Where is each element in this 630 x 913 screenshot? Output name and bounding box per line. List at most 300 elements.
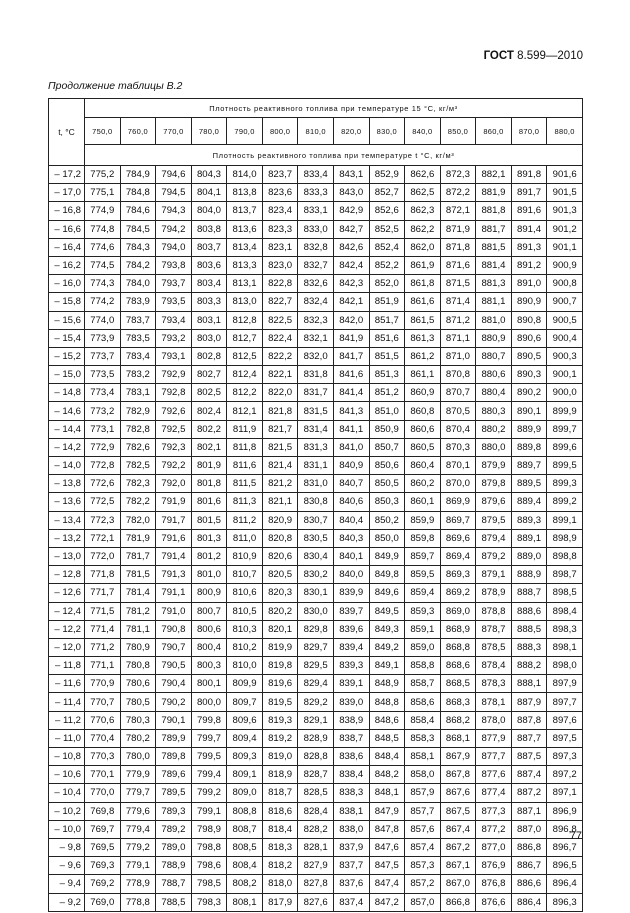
density-value-cell: 810,9 [227, 547, 263, 565]
table-row [49, 202, 583, 220]
density-value-cell: 838,7 [333, 729, 369, 747]
density-value-cell: 869,9 [440, 493, 476, 511]
density-value-cell: 876,9 [476, 857, 512, 875]
density-value-cell: 813,3 [227, 256, 263, 274]
table-row [49, 620, 583, 638]
density-value-cell: 870,3 [440, 438, 476, 456]
table-row [49, 166, 583, 184]
density-value-cell: 812,7 [227, 329, 263, 347]
temperature-cell: – 10,2 [49, 802, 85, 820]
density-value-cell: 799,8 [191, 711, 227, 729]
temperature-cell: – 10,0 [49, 820, 85, 838]
density-value-cell: 850,3 [369, 493, 405, 511]
density-value-cell: 878,0 [476, 711, 512, 729]
density-value-cell: 784,2 [120, 256, 156, 274]
density-value-cell: 832,8 [298, 238, 334, 256]
density-value-cell: 900,3 [547, 347, 583, 365]
table-row [49, 529, 583, 547]
density-value-cell: 842,4 [333, 256, 369, 274]
density-value-cell: 780,6 [120, 675, 156, 693]
table-row [49, 784, 583, 802]
density-value-cell: 879,8 [476, 475, 512, 493]
density-value-cell: 781,2 [120, 602, 156, 620]
density-value-cell: 792,3 [156, 438, 192, 456]
density-value-cell: 788,9 [156, 857, 192, 875]
density-value-cell: 771,7 [85, 584, 121, 602]
temperature-cell: – 16,6 [49, 220, 85, 238]
density-value-cell: 784,0 [120, 275, 156, 293]
table-body [49, 166, 583, 912]
density-value-cell: 868,2 [440, 711, 476, 729]
density-value-cell: 897,9 [547, 675, 583, 693]
density-value-cell: 821,5 [262, 438, 298, 456]
density-value-cell: 896,9 [547, 802, 583, 820]
table-row [49, 766, 583, 784]
density-value-cell: 898,7 [547, 566, 583, 584]
density-value-cell: 851,6 [369, 329, 405, 347]
density-value-cell: 890,3 [511, 366, 547, 384]
density-value-cell: 812,5 [227, 347, 263, 365]
density-value-cell: 771,8 [85, 566, 121, 584]
density-value-cell: 837,6 [333, 875, 369, 893]
density-value-cell: 810,7 [227, 566, 263, 584]
density-value-cell: 899,3 [547, 475, 583, 493]
density-value-cell: 896,4 [547, 875, 583, 893]
density-value-cell: 843,0 [333, 184, 369, 202]
density-value-cell: 771,4 [85, 620, 121, 638]
density-value-cell: 821,8 [262, 402, 298, 420]
density-value-cell: 790,1 [156, 711, 192, 729]
density-value-cell: 837,9 [333, 838, 369, 856]
density-value-cell: 832,6 [298, 275, 334, 293]
density-value-cell: 841,7 [333, 347, 369, 365]
density-value-cell: 848,8 [369, 693, 405, 711]
density-value-cell: 881,0 [476, 311, 512, 329]
density-value-cell: 832,7 [298, 256, 334, 274]
density-value-cell: 809,7 [227, 693, 263, 711]
density-value-cell: 783,1 [120, 384, 156, 402]
density-value-cell: 779,6 [120, 802, 156, 820]
density-value-cell: 869,0 [440, 602, 476, 620]
density-value-cell: 877,6 [476, 766, 512, 784]
density-value-cell: 842,6 [333, 238, 369, 256]
density-value-cell: 838,1 [333, 802, 369, 820]
density-value-cell: 781,9 [120, 529, 156, 547]
density-value-cell: 847,9 [369, 802, 405, 820]
density-value-cell: 850,0 [369, 529, 405, 547]
table-row [49, 275, 583, 293]
density-value-cell: 803,0 [191, 329, 227, 347]
density-value-cell: 877,0 [476, 838, 512, 856]
density-value-cell: 803,6 [191, 256, 227, 274]
density-value-cell: 871,1 [440, 329, 476, 347]
density-value-cell: 868,6 [440, 657, 476, 675]
density-value-cell: 803,1 [191, 311, 227, 329]
table-row [49, 748, 583, 766]
density-value-cell: 822,4 [262, 329, 298, 347]
density-value-cell: 789,2 [156, 820, 192, 838]
density-value-cell: 821,7 [262, 420, 298, 438]
density-value-cell: 841,1 [333, 420, 369, 438]
density-value-cell: 839,7 [333, 602, 369, 620]
reference-density-cell: 800,0 [262, 118, 298, 145]
density-value-cell: 889,4 [511, 493, 547, 511]
density-value-cell: 867,1 [440, 857, 476, 875]
density-value-cell: 808,4 [227, 857, 263, 875]
density-value-cell: 867,8 [440, 766, 476, 784]
density-value-cell: 801,5 [191, 511, 227, 529]
density-value-cell: 879,6 [476, 493, 512, 511]
density-value-cell: 792,5 [156, 420, 192, 438]
density-value-cell: 808,8 [227, 802, 263, 820]
table-row [49, 602, 583, 620]
density-value-cell: 801,3 [191, 529, 227, 547]
density-value-cell: 891,7 [511, 184, 547, 202]
density-value-cell: 823,3 [262, 220, 298, 238]
temperature-cell: – 10,4 [49, 784, 85, 802]
density-value-cell: 819,2 [262, 729, 298, 747]
density-value-cell: 859,4 [405, 584, 441, 602]
density-value-cell: 774,0 [85, 311, 121, 329]
density-value-cell: 830,8 [298, 493, 334, 511]
density-value-cell: 792,0 [156, 475, 192, 493]
density-value-cell: 881,4 [476, 256, 512, 274]
density-value-cell: 775,2 [85, 166, 121, 184]
temperature-cell: – 9,8 [49, 838, 85, 856]
density-value-cell: 847,6 [369, 838, 405, 856]
density-value-cell: 899,6 [547, 438, 583, 456]
density-value-cell: 900,0 [547, 384, 583, 402]
table-row [49, 566, 583, 584]
density-value-cell: 823,0 [262, 256, 298, 274]
table-row [49, 475, 583, 493]
density-value-cell: 898,0 [547, 657, 583, 675]
reference-density-cell: 840,0 [405, 118, 441, 145]
density-value-cell: 782,5 [120, 457, 156, 475]
density-value-cell: 789,3 [156, 802, 192, 820]
density-value-cell: 887,8 [511, 711, 547, 729]
density-value-cell: 851,9 [369, 293, 405, 311]
density-value-cell: 793,2 [156, 329, 192, 347]
density-value-cell: 812,2 [227, 384, 263, 402]
density-value-cell: 820,5 [262, 566, 298, 584]
density-value-cell: 802,7 [191, 366, 227, 384]
density-value-cell: 784,5 [120, 220, 156, 238]
density-value-cell: 813,7 [227, 202, 263, 220]
density-value-cell: 830,5 [298, 529, 334, 547]
density-value-cell: 839,3 [333, 657, 369, 675]
density-value-cell: 870,0 [440, 475, 476, 493]
density-value-cell: 842,0 [333, 311, 369, 329]
density-value-cell: 780,5 [120, 693, 156, 711]
density-value-cell: 789,6 [156, 766, 192, 784]
table-row [49, 693, 583, 711]
density-value-cell: 867,2 [440, 838, 476, 856]
density-value-cell: 819,5 [262, 693, 298, 711]
density-value-cell: 850,7 [369, 438, 405, 456]
density-value-cell: 871,9 [440, 220, 476, 238]
density-value-cell: 901,5 [547, 184, 583, 202]
density-value-cell: 867,9 [440, 748, 476, 766]
density-value-cell: 818,0 [262, 875, 298, 893]
density-value-cell: 810,5 [227, 602, 263, 620]
density-value-cell: 774,3 [85, 275, 121, 293]
density-value-cell: 771,2 [85, 638, 121, 656]
density-value-cell: 791,0 [156, 602, 192, 620]
density-value-cell: 890,2 [511, 384, 547, 402]
density-value-cell: 876,6 [476, 893, 512, 911]
density-value-cell: 871,5 [440, 275, 476, 293]
density-value-cell: 849,3 [369, 620, 405, 638]
density-value-cell: 780,8 [120, 657, 156, 675]
density-value-cell: 823,7 [262, 166, 298, 184]
table-row [49, 184, 583, 202]
density-value-cell: 852,6 [369, 202, 405, 220]
density-value-cell: 810,0 [227, 657, 263, 675]
density-value-cell: 811,9 [227, 420, 263, 438]
density-value-cell: 832,0 [298, 347, 334, 365]
temperature-cell: – 17,2 [49, 166, 85, 184]
density-value-cell: 821,4 [262, 457, 298, 475]
density-value-cell: 900,7 [547, 293, 583, 311]
density-value-cell: 772,6 [85, 475, 121, 493]
density-value-cell: 833,1 [298, 202, 334, 220]
table-row [49, 638, 583, 656]
density-value-cell: 789,5 [156, 784, 192, 802]
reference-density-cell: 760,0 [120, 118, 156, 145]
density-value-cell: 822,8 [262, 275, 298, 293]
density-value-cell: 784,8 [120, 184, 156, 202]
temperature-cell: – 16,2 [49, 256, 85, 274]
reference-density-cell: 860,0 [476, 118, 512, 145]
density-value-cell: 791,9 [156, 493, 192, 511]
density-value-cell: 839,4 [333, 638, 369, 656]
density-value-cell: 898,4 [547, 602, 583, 620]
density-value-cell: 896,5 [547, 857, 583, 875]
density-value-cell: 900,8 [547, 275, 583, 293]
density-value-cell: 859,3 [405, 602, 441, 620]
temperature-cell: – 10,6 [49, 766, 85, 784]
density-value-cell: 772,0 [85, 547, 121, 565]
density-value-cell: 877,7 [476, 748, 512, 766]
density-value-cell: 822,1 [262, 366, 298, 384]
density-value-cell: 769,5 [85, 838, 121, 856]
density-value-cell: 829,4 [298, 675, 334, 693]
density-value-cell: 887,2 [511, 784, 547, 802]
density-value-cell: 900,4 [547, 329, 583, 347]
density-value-cell: 857,0 [405, 893, 441, 911]
density-value-cell: 852,9 [369, 166, 405, 184]
temperature-cell: – 11,0 [49, 729, 85, 747]
density-value-cell: 841,0 [333, 438, 369, 456]
density-value-cell: 793,4 [156, 311, 192, 329]
density-value-cell: 800,6 [191, 620, 227, 638]
density-value-cell: 837,7 [333, 857, 369, 875]
density-value-cell: 897,2 [547, 766, 583, 784]
density-value-cell: 860,2 [405, 475, 441, 493]
table-row [49, 802, 583, 820]
density-value-cell: 811,6 [227, 457, 263, 475]
reference-density-cell: 880,0 [547, 118, 583, 145]
density-value-cell: 877,9 [476, 729, 512, 747]
density-value-cell: 774,8 [85, 220, 121, 238]
density-value-cell: 830,2 [298, 566, 334, 584]
density-value-cell: 783,7 [120, 311, 156, 329]
density-value-cell: 897,3 [547, 748, 583, 766]
density-value-cell: 831,5 [298, 402, 334, 420]
density-value-cell: 790,8 [156, 620, 192, 638]
density-value-cell: 784,6 [120, 202, 156, 220]
density-value-cell: 804,0 [191, 202, 227, 220]
density-value-cell: 852,0 [369, 275, 405, 293]
density-value-cell: 880,6 [476, 366, 512, 384]
density-value-cell: 901,2 [547, 220, 583, 238]
density-value-cell: 828,1 [298, 838, 334, 856]
density-value-cell: 852,4 [369, 238, 405, 256]
density-value-cell: 860,6 [405, 420, 441, 438]
density-value-cell: 822,2 [262, 347, 298, 365]
density-value-cell: 828,8 [298, 748, 334, 766]
standard-label: ГОСТ [483, 50, 514, 62]
density-value-cell: 849,6 [369, 584, 405, 602]
density-value-cell: 794,3 [156, 202, 192, 220]
density-value-cell: 861,3 [405, 329, 441, 347]
density-value-cell: 839,1 [333, 675, 369, 693]
density-value-cell: 900,9 [547, 256, 583, 274]
density-value-cell: 851,3 [369, 366, 405, 384]
density-value-cell: 871,4 [440, 293, 476, 311]
density-value-cell: 839,9 [333, 584, 369, 602]
density-value-cell: 872,1 [440, 202, 476, 220]
table-row [49, 857, 583, 875]
page-number: 77 [569, 830, 582, 842]
density-value-cell: 813,8 [227, 184, 263, 202]
density-value-cell: 862,2 [405, 220, 441, 238]
table-row [49, 729, 583, 747]
density-value-cell: 798,6 [191, 857, 227, 875]
density-value-cell: 799,1 [191, 802, 227, 820]
density-value-cell: 881,9 [476, 184, 512, 202]
density-value-cell: 847,4 [369, 875, 405, 893]
density-value-cell: 850,2 [369, 511, 405, 529]
density-value-cell: 800,1 [191, 675, 227, 693]
density-value-cell: 899,2 [547, 493, 583, 511]
density-value-cell: 868,8 [440, 638, 476, 656]
density-value-cell: 851,2 [369, 384, 405, 402]
density-value-cell: 870,8 [440, 366, 476, 384]
density-value-cell: 871,0 [440, 347, 476, 365]
density-value-cell: 859,1 [405, 620, 441, 638]
density-value-cell: 803,8 [191, 220, 227, 238]
density-value-cell: 888,2 [511, 657, 547, 675]
density-value-cell: 769,7 [85, 820, 121, 838]
density-value-cell: 869,7 [440, 511, 476, 529]
density-value-cell: 838,6 [333, 748, 369, 766]
temperature-cell: – 13,4 [49, 511, 85, 529]
density-value-cell: 860,5 [405, 438, 441, 456]
density-value-cell: 789,8 [156, 748, 192, 766]
density-value-cell: 780,0 [120, 748, 156, 766]
density-value-cell: 800,0 [191, 693, 227, 711]
table-row [49, 402, 583, 420]
reference-density-cell: 790,0 [227, 118, 263, 145]
density-value-cell: 887,4 [511, 766, 547, 784]
density-value-cell: 820,6 [262, 547, 298, 565]
density-value-cell: 891,2 [511, 256, 547, 274]
density-value-cell: 852,5 [369, 220, 405, 238]
density-value-cell: 838,0 [333, 820, 369, 838]
density-value-cell: 814,0 [227, 166, 263, 184]
density-value-cell: 798,8 [191, 838, 227, 856]
density-value-cell: 842,9 [333, 202, 369, 220]
density-value-cell: 891,6 [511, 202, 547, 220]
density-value-cell: 774,5 [85, 256, 121, 274]
density-value-cell: 858,4 [405, 711, 441, 729]
density-value-cell: 820,2 [262, 602, 298, 620]
density-value-cell: 838,3 [333, 784, 369, 802]
density-value-cell: 889,8 [511, 438, 547, 456]
temperature-cell: – 12,0 [49, 638, 85, 656]
table-row [49, 420, 583, 438]
density-value-cell: 842,1 [333, 293, 369, 311]
density-value-cell: 896,3 [547, 893, 583, 911]
density-value-cell: 794,2 [156, 220, 192, 238]
density-value-cell: 889,1 [511, 529, 547, 547]
density-value-cell: 901,6 [547, 166, 583, 184]
density-value-cell: 809,9 [227, 675, 263, 693]
density-value-cell: 821,1 [262, 493, 298, 511]
density-value-cell: 832,4 [298, 293, 334, 311]
table-row [49, 238, 583, 256]
density-value-cell: 868,3 [440, 693, 476, 711]
temperature-cell: – 14,0 [49, 457, 85, 475]
density-value-cell: 808,2 [227, 875, 263, 893]
temperature-cell: – 12,4 [49, 602, 85, 620]
density-value-cell: 858,6 [405, 693, 441, 711]
density-value-cell: 841,3 [333, 402, 369, 420]
density-value-cell: 801,8 [191, 475, 227, 493]
density-value-cell: 811,2 [227, 511, 263, 529]
density-value-cell: 898,8 [547, 547, 583, 565]
table-row [49, 493, 583, 511]
density-value-cell: 867,5 [440, 802, 476, 820]
density-value-cell: 791,7 [156, 511, 192, 529]
density-value-cell: 886,6 [511, 875, 547, 893]
density-value-cell: 789,0 [156, 838, 192, 856]
density-value-cell: 882,1 [476, 166, 512, 184]
table-row [49, 820, 583, 838]
density-value-cell: 800,9 [191, 584, 227, 602]
density-value-cell: 772,1 [85, 529, 121, 547]
density-value-cell: 769,0 [85, 893, 121, 911]
density-value-cell: 802,8 [191, 347, 227, 365]
temperature-cell: – 16,0 [49, 275, 85, 293]
density-value-cell: 860,4 [405, 457, 441, 475]
density-value-cell: 843,1 [333, 166, 369, 184]
density-value-cell: 847,5 [369, 857, 405, 875]
reference-density-cell: 830,0 [369, 118, 405, 145]
density-value-cell: 891,4 [511, 220, 547, 238]
density-value-cell: 880,2 [476, 420, 512, 438]
temperature-cell: – 11,4 [49, 693, 85, 711]
density-value-cell: 840,9 [333, 457, 369, 475]
density-value-cell: 773,7 [85, 347, 121, 365]
density-value-cell: 770,9 [85, 675, 121, 693]
density-value-cell: 788,5 [156, 893, 192, 911]
density-value-cell: 898,5 [547, 584, 583, 602]
density-value-cell: 773,9 [85, 329, 121, 347]
temperature-cell: – 11,2 [49, 711, 85, 729]
